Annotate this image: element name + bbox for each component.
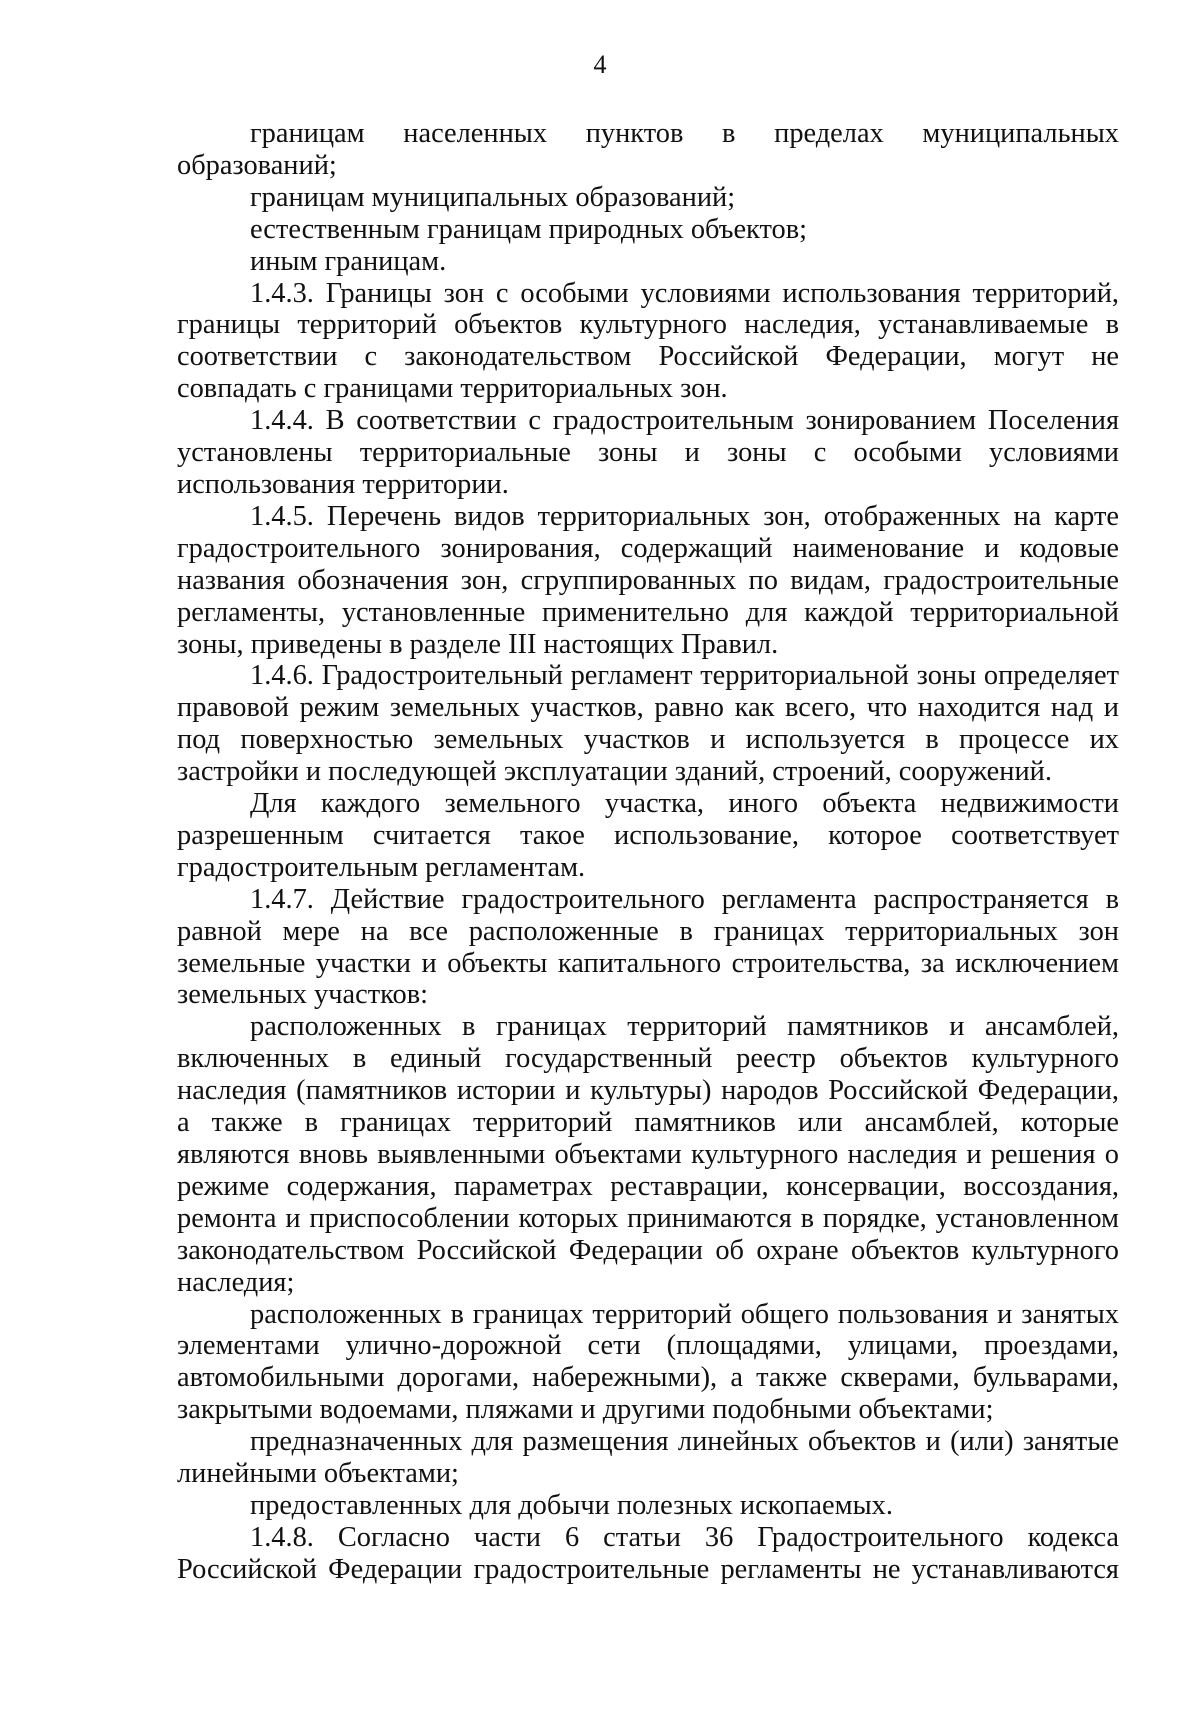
paragraph: 1.4.4. В соответствии с градостроительным зонированием Поселения установлены территориальные зоны и зоны с особыми условиями использования территории. — [177, 405, 1119, 500]
paragraph: 1.4.8. Согласно части 6 статьи 36 Градостроительного кодекса Российской Федерации градостроительные регламенты не устанавливаются — [177, 1521, 1119, 1585]
paragraph: расположенных в границах территорий общего пользования и занятых элементами улично-дорожной сети (площадями, улицами, проездами, автомобильными дорогами, набережными), а также скверами, бульварами, закрытыми водоемами, пляжами и другими подобными объектами; — [177, 1298, 1119, 1426]
paragraph: 1.4.5. Перечень видов территориальных зон, отображенных на карте градостроительного зонирования, содержащий наименование и кодовые названия обозначения зон, сгруппированных по видам, градостроительные регламенты, установленные применительно для каждой территориальной зоны, приведены в разделе III настоящих Правил. — [177, 500, 1119, 660]
paragraph: иным границам. — [250, 245, 447, 277]
document-body — [177, 118, 1119, 1586]
paragraph: предназначенных для размещения линейных объектов и (или) занятые линейными объектами; — [177, 1426, 1119, 1490]
paragraph: 1.4.3. Границы зон с особыми условиями использования территорий, границы территорий объектов культурного наследия, устанавливаемые в соответствии с законодательством Российской Федерации, могут не совпадать с границами территориальных зон. — [177, 277, 1119, 405]
paragraph: расположенных в границах территорий памятников и ансамблей, включенных в единый государственный реестр объектов культурного наследия (памятников истории и культуры) народов Российской Федерации, а также в границах территорий памятников или ансамблей, которые являются вновь выявленными объектами культурного наследия и решения о режиме содержания, параметрах реставрации, консервации, воссоздания, ремонта и приспособлении которых принимаются в порядке, установленном законодательством Российской Федерации об охране объектов культурного наследия; — [177, 1011, 1119, 1298]
paragraph: Для каждого земельного участка, иного объекта недвижимости разрешенным считается такое использование, которое соответствует градостроительным регламентам. — [177, 788, 1119, 883]
paragraph: предоставленных для добычи полезных ископаемых. — [250, 1489, 893, 1521]
paragraph: 1.4.7. Действие градостроительного регламента распространяется в равной мере на все расположенные в границах территориальных зон земельные участки и объекты капитального строительства, за исключением земельных участков: — [177, 883, 1119, 1011]
paragraph: границам муниципальных образований; — [250, 181, 736, 213]
paragraph: естественным границам природных объектов; — [250, 213, 807, 245]
paragraph: границам населенных пунктов в пределах муниципальных образований; — [177, 118, 1119, 181]
page-number: 4 — [593, 50, 607, 79]
paragraph: 1.4.6. Градостроительный регламент территориальной зоны определяет правовой режим земельных участков, равно как всего, что находится над и под поверхностью земельных участков и используется в процессе их застройки и последующей эксплуатации зданий, строений, сооружений. — [177, 660, 1119, 788]
